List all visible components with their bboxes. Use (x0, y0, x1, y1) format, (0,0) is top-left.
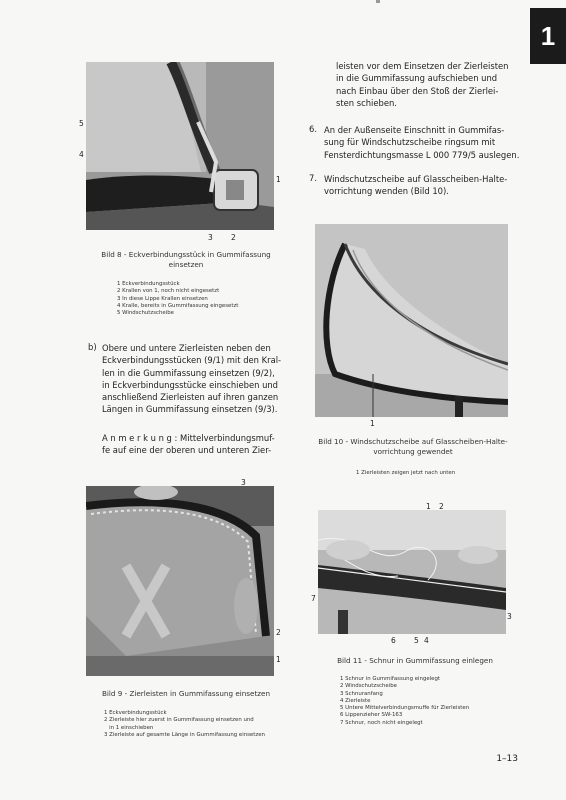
fig9-photo (86, 486, 274, 676)
text-line: Fensterdichtungsmasse L 000 779/5 auslegen. (324, 149, 520, 160)
fig9-callout-1: 1 (276, 655, 281, 664)
chapter-tab: 1 (530, 8, 566, 64)
text-line: Windschutzscheibe auf Glasscheiben-Halte- (324, 174, 508, 184)
text-line: Obere und untere Zierleisten neben den (102, 343, 271, 353)
fig8-caption-line2: einsetzen (168, 260, 204, 269)
step6-text (324, 124, 534, 161)
fig8-callout-1: 1 (276, 175, 281, 184)
legend-item: 5 Untere Mittelverbindungsmuffe für Zierleisten (340, 705, 470, 712)
legend-item: 3 In diese Lippe Krallen einsetzen (117, 295, 208, 302)
text-line: nach Einbau über den Stoß der Zierlei- (336, 85, 499, 96)
fig8-caption-line1: Bild 8 - Eckverbindungsstück in Gummifassung (101, 250, 271, 259)
text-line: in die Gummifassung aufschieben und (336, 73, 498, 84)
text-line: Eckverbindungsstücken (9/1) mit den Kral- (102, 355, 282, 366)
fig11-callout-2: 2 (439, 502, 444, 511)
text-line: fe auf eine der oberen und unteren Zier- (102, 445, 272, 456)
fig8-photo (86, 62, 274, 230)
legend-item: 6 Lippenzieher SW-163 (340, 712, 403, 719)
fig11-legend (340, 676, 469, 727)
fig10-caption (303, 437, 523, 457)
legend-item: 4 Kralle, bereits in Gummifassung eingesetzt (117, 302, 239, 309)
fig8-caption (86, 250, 286, 270)
scan-mark (376, 0, 380, 3)
fig9-callout-2: 2 (276, 628, 281, 637)
text-line: sung für Windschutzscheibe ringsum mit (324, 137, 496, 148)
fig10-photo (315, 224, 508, 417)
legend-item: 1 Eckverbindungsstück (117, 281, 180, 287)
fig11-callout-7: 7 (311, 594, 316, 603)
text-line: vorrichtung wenden (Bild 10). (324, 186, 449, 197)
legend-item: 2 Krallen von 1, noch nicht eingesetzt (117, 288, 220, 295)
text-line: Längen in Gummifassung einsetzen (9/3). (102, 404, 278, 415)
legend-item: in 1 einschieben (104, 724, 154, 731)
text-line: sten schieben. (336, 97, 397, 108)
fig8-legend (117, 281, 238, 317)
legend-item: 3 Schnuranfang (340, 690, 383, 697)
legend-item: 7 Schnur, noch nicht eingelegt (340, 719, 423, 726)
legend-item: 1 Eckverbindungsstück (104, 710, 167, 716)
text-line: leisten vor dem Einsetzen der Zierleisten (336, 61, 509, 71)
fig10-caption-line2: vorrichtung gewendet (373, 447, 453, 456)
text-line: in Eckverbindungsstücke einschieben und (102, 379, 278, 390)
legend-item: 1 Zierleisten zeigen jetzt nach unten (356, 470, 456, 476)
fig10-legend (356, 470, 455, 477)
legend-item: 3 Zierleiste auf gesamte Länge in Gummifassung einsetzen (104, 731, 265, 738)
fig9-legend (104, 710, 265, 739)
legend-item: 5 Windschutzscheibe (117, 310, 174, 317)
fig11-callout-6: 6 (391, 636, 396, 645)
fig11-photo (318, 510, 506, 634)
legend-item: 2 Windschutzscheibe (340, 683, 397, 690)
step7-text (324, 173, 534, 198)
fig9-caption: Bild 9 - Zierleisten in Gummifassung einsetzen (101, 689, 271, 698)
legend-item: 2 Zierleiste hier zuerst in Gummifassung einsetzen und (104, 717, 254, 724)
fig8-callout-4: 4 (79, 150, 84, 159)
fig9-callout-3: 3 (241, 478, 246, 487)
legend-item: 1 Schnur in Gummifassung eingelegt (340, 676, 441, 682)
fig11-callout-4: 4 (424, 636, 429, 645)
step7-number: 7. (309, 173, 317, 183)
text-line: len in die Gummifassung einsetzen (9/2), (102, 367, 275, 378)
continued-text (336, 60, 526, 109)
fig10-callout-1: 1 (370, 419, 375, 428)
legend-item: 4 Zierleiste (340, 697, 371, 704)
note-text (102, 432, 292, 457)
fig10-caption-line1: Bild 10 - Windschutzscheibe auf Glasscheiben-Halte- (318, 437, 508, 446)
text-line: anschließend Zierleisten auf ihren ganzen (102, 392, 279, 403)
text-line: A n m e r k u n g : Mittelverbindungsmuf- (102, 433, 275, 443)
item-b-label: b) (88, 342, 97, 352)
step6-number: 6. (309, 124, 317, 134)
fig8-callout-2: 2 (231, 233, 236, 242)
fig8-callout-3: 3 (208, 233, 213, 242)
fig11-callout-1: 1 (426, 502, 431, 511)
item-b-text (102, 342, 292, 416)
page-number: 1–13 (496, 754, 518, 764)
fig11-callout-3: 3 (507, 612, 512, 621)
fig11-callout-5: 5 (414, 636, 419, 645)
fig8-callout-5: 5 (79, 119, 84, 128)
text-line: An der Außenseite Einschnitt in Gummifas- (324, 125, 505, 135)
fig11-caption: Bild 11 - Schnur in Gummifassung einlegen (337, 656, 493, 665)
